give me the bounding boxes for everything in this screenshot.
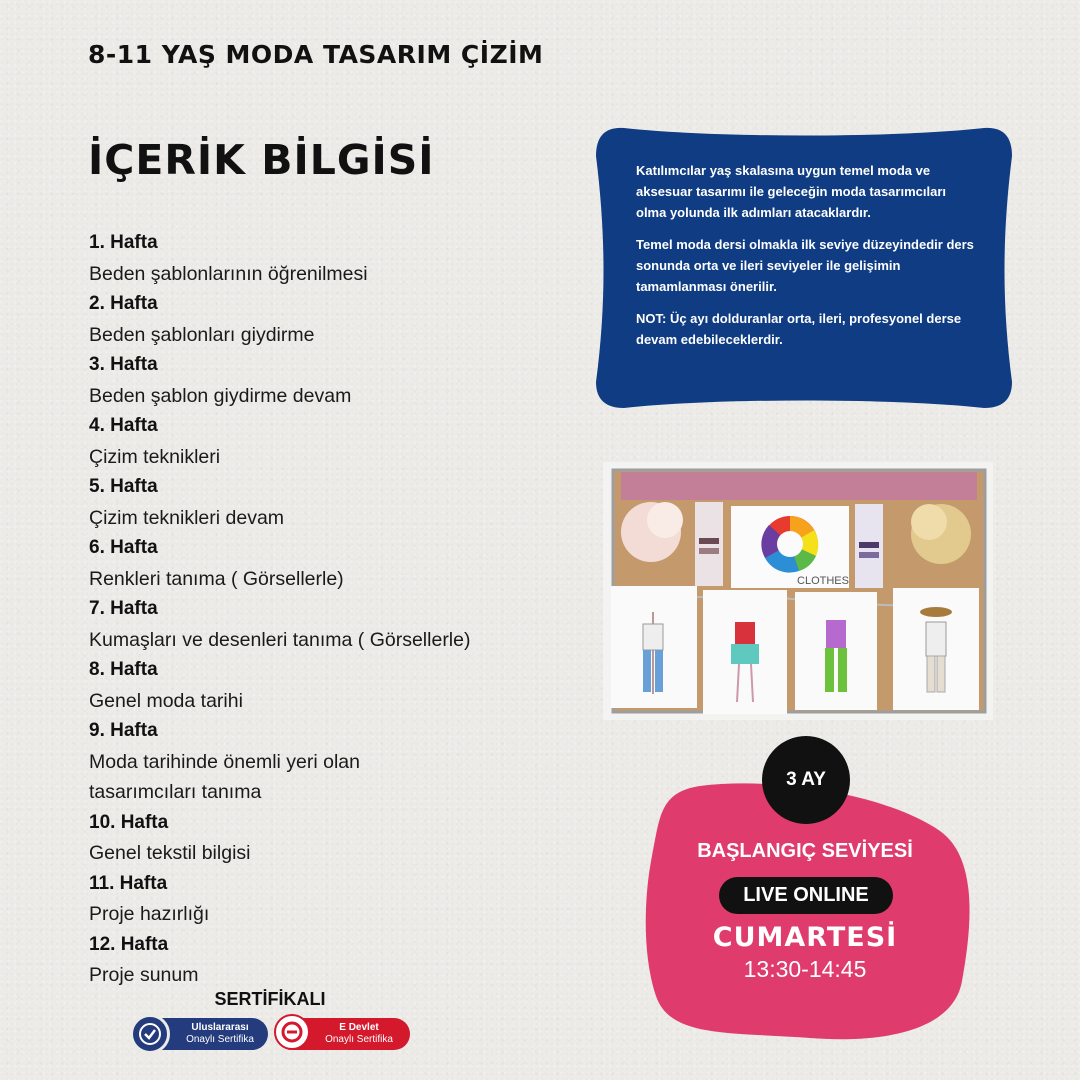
week-topic: Proje sunum xyxy=(89,964,199,986)
international-certificate-badge xyxy=(134,1018,268,1050)
week-item xyxy=(89,289,549,350)
week-topic: Genel tekstil bilgisi xyxy=(89,842,251,864)
info-paragraph: Katılımcılar yaş skalasına uygun temel moda ve aksesuar tasarımı ile geleceğin moda tasarımcıları olma yolunda ilk adımları atacaklardır. xyxy=(636,163,946,220)
week-label: 1. Hafta xyxy=(89,232,158,253)
badge-subtitle: Onaylı Sertifika xyxy=(325,1034,393,1045)
live-online-badge: LIVE ONLINE xyxy=(719,877,893,914)
week-label: 10. Hafta xyxy=(89,811,169,833)
info-paragraph: Temel moda dersi olmakla ilk seviye düzeyindedir ders sonunda orta ve ileri seviyeler ile gelişimin tamamlanması önerilir. xyxy=(636,237,974,294)
program-title: 8-11 YAŞ MODA TASARIM ÇİZİM xyxy=(88,40,544,69)
week-topic: Moda tarihinde önemli yeri olan xyxy=(89,750,360,773)
week-topic: Proje hazırlığı xyxy=(89,903,210,925)
week-item xyxy=(89,411,549,472)
info-note: NOT: Üç ayı dolduranlar orta, ileri, profesyonel derse devam edebileceklerdir. xyxy=(636,311,962,347)
week-item xyxy=(89,655,549,716)
week-label: 11. Hafta xyxy=(89,872,168,894)
week-label: 9. Hafta xyxy=(89,720,158,741)
week-topic: tasarımcıları tanıma xyxy=(89,781,262,803)
week-label: 4. Hafta xyxy=(89,415,158,436)
week-topic: Çizim teknikleri xyxy=(89,445,221,468)
week-item xyxy=(89,808,549,869)
week-item xyxy=(89,594,549,655)
level-label: BAŞLANGIÇ SEVİYESİ xyxy=(697,840,913,862)
certificate-title: SERTİFİKALI xyxy=(214,989,326,1009)
checkmark-icon xyxy=(130,1014,170,1054)
edevlet-logo-icon xyxy=(274,1014,310,1050)
weekly-syllabus xyxy=(89,228,549,991)
week-topic: Renkleri tanıma ( Görsellerle) xyxy=(89,567,344,590)
schedule-time: 13:30-14:45 xyxy=(743,956,867,982)
week-label: 2. Hafta xyxy=(89,293,158,314)
week-item xyxy=(89,533,549,594)
week-label: 5. Hafta xyxy=(89,476,158,497)
badge-subtitle: Onaylı Sertifika xyxy=(186,1034,254,1045)
week-label: 12. Hafta xyxy=(89,933,169,955)
week-item xyxy=(89,930,549,991)
fashion-board-photo xyxy=(603,462,993,720)
week-topic: Kumaşları ve desenleri tanıma ( Görsellerle) xyxy=(89,628,471,651)
week-topic: Çizim teknikleri devam xyxy=(89,506,285,529)
badge-title: E Devlet xyxy=(339,1022,379,1033)
week-label: 6. Hafta xyxy=(89,537,158,558)
week-item xyxy=(89,228,549,289)
week-item xyxy=(89,472,549,533)
cork-board-image xyxy=(603,462,993,720)
section-title: İÇERİK BİLGİSİ xyxy=(88,136,435,184)
duration-badge: 3 AY xyxy=(762,736,850,824)
week-topic: Beden şablonlarının öğrenilmesi xyxy=(89,262,368,285)
week-item xyxy=(89,350,549,411)
week-label: 7. Hafta xyxy=(89,598,158,619)
schedule-day: CUMARTESİ xyxy=(712,922,898,953)
badge-title: Uluslararası xyxy=(191,1022,249,1033)
board-label: CLOTHES xyxy=(797,575,849,587)
week-topic: Beden şablonları giydirme xyxy=(89,323,315,346)
week-topic: Genel moda tarihi xyxy=(89,689,243,712)
edevlet-certificate-badge xyxy=(276,1018,410,1050)
course-info-box xyxy=(594,126,1014,410)
week-label: 8. Hafta xyxy=(89,659,158,680)
week-label: 3. Hafta xyxy=(89,354,158,375)
week-topic: Beden şablon giydirme devam xyxy=(89,384,352,407)
week-item xyxy=(89,716,549,808)
week-item xyxy=(89,869,549,930)
